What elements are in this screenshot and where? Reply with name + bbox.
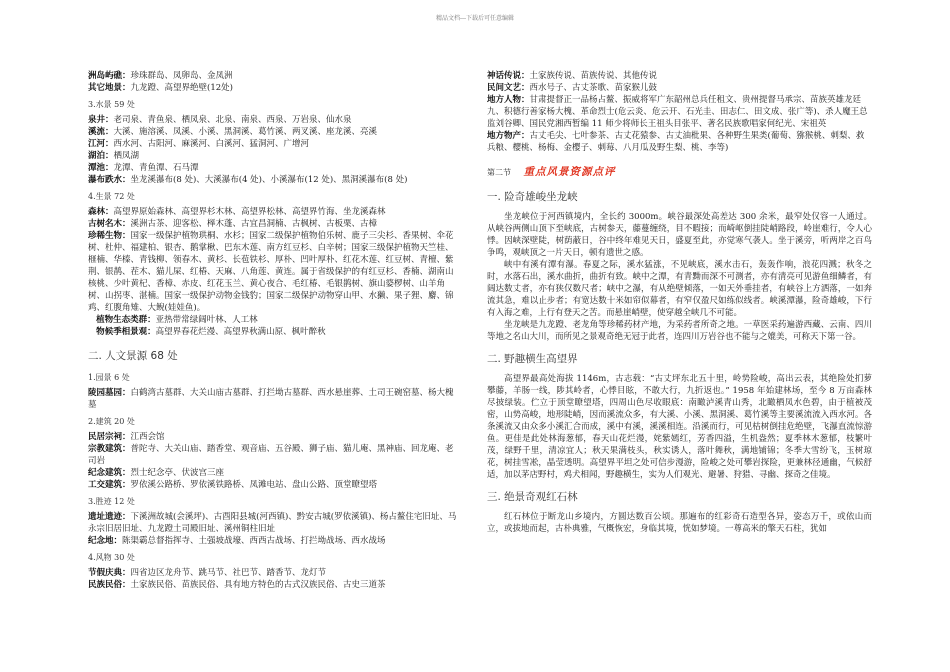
page-header: 精品文档---下载后可任意编辑 — [435, 15, 515, 22]
section-heading: 二. 人文景源 68 处 — [88, 350, 178, 362]
text-line: 潭池：龙潭、青鱼潭、石马潭 — [88, 163, 199, 173]
text-line: 珍稀生物：国家一级保护植物珙桐、水杉；国家二级保护植物伯乐树、鹿子三尖杉、香果树、伞花树、杜仲、福建柏、银杏、鹅掌楸、巴东木莲、南方红豆杉、白辛树；国家三级保护植物天竺桂、榧楠、华榛、青钱柳、领春木、黄杉、长苞铁杉、厚朴、凹叶厚朴、红花木莲、红豆树、青檀、紫荆、银鹊、茬木、猫儿屎、红椿、天麻、八角莲、黄连。属于省级保护的有红豆杉、香楠、湖南山核桃、少叶黄杞、香樟、赤皮、红花玉兰、黄心夜合、毛红椿、毛银鹊树、旗山婆椤树、山羊角树、山拐枣、湛楠。国家一级保护动物金钱豹；国家二级保护动物穿山甲、水獭、果子狸、麝、锦鸡、红腹角雉、大鲵(娃娃鱼)。 — [88, 231, 454, 313]
ruins-heading: 3.胜迹 12 处 — [88, 497, 135, 506]
text-line: 遗址遗迹：下溪洲故城(会溪坪)、古酉阳县城(河西镇)、黔安古城(罗依溪镇)、杨占鳌住宅旧址、马永宗旧居旧址、九龙蹬土司殿旧址、溪州铜柱旧址 — [88, 512, 457, 534]
text-line: 地方物产：古丈毛尖、七叶参茶、古丈花猿参、古丈油枇果、各种野生果类(葡萄、猕猴桃、刺梨、救兵粮、樱桃、杨梅、金樱子、刺莓、八月瓜及野生梨、桃、李等) — [487, 131, 865, 153]
text-line: 洲岛屿礁：珍珠群岛、凤卵岛、金凤洲 — [88, 71, 233, 81]
text-line: 湖泊：栖凤湖 — [88, 151, 140, 161]
text-line: 节假庆典：四省边区龙舟节、跳马节、社巴节、踏香节、龙灯节 — [88, 568, 327, 578]
bio-heading: 4.生景 72 处 — [88, 192, 135, 201]
text-line: 地方人物：甘肃提督正一品杨占鳌、振威将军广东韶州总兵任租文、贵州提督马承宗、苗族英雄龙廷九、积德行善家杨大槐、革命烈士(危云炎、危云开、石光圭、田志仁、田文成、张广等)、杀人魔王总监刘谷卿、国民党湘西暂编 11 师少将师长王祖头目张平、著名民族歌唱家何纪光、宋祖英 — [487, 95, 868, 129]
water-heading: 3.水景 59 处 — [88, 100, 135, 109]
text-line: 泉井：老司泉、青鱼泉、栖凤泉、北泉、南泉、西泉、万岩泉、仙水泉 — [88, 115, 352, 125]
paragraph: 坐龙峡是九龙蹬、老龙角等珍稀药材产地，为采药者所奇之地。一草医采药遍游西藏、云南、四川等地之名山大川，而所见之景观奇绝无冠于此者，连四川万岩谷也不能与之媲美，可称天下第一谷。 — [487, 320, 872, 342]
text-line: 植物生态类群：亚热带常绿阔叶林、人工林 — [96, 315, 258, 325]
text-line: 工交建筑：罗依溪公路桥、罗依溪铁路桥、凤滩电站、盘山公路、顶堂瞭望塔 — [88, 480, 378, 490]
text-line: 古树名木：溪洲古茶、迎客松、榉木蓬、古宜昌洞楠、古枫树、古板栗、古樟 — [88, 219, 378, 229]
building-heading: 2.建筑 20 处 — [88, 417, 135, 426]
section-heading: 三. 绝景奇观红石林 — [487, 491, 578, 503]
chapter-heading — [487, 166, 872, 179]
paragraph: 红石林位于断龙山乡境内，方圆达数百公顷。那遍布的红彩奇石造型各异，姿态万千，或依山而立，或拔地而起，古朴典雅，气概恢宏，身临其境，恍如梦境。一尊高米的擎天石柱，犹如 — [487, 512, 872, 534]
section-heading: 一. 险奇雄峻坐龙峡 — [487, 191, 578, 203]
garden-heading: 1.园景 6 处 — [88, 373, 130, 382]
text-line: 溪流：大溪、施溶溪、凤溪、小溪、黑洞溪、葛竹溪、两叉溪、座龙溪、亮溪 — [88, 127, 378, 137]
text-line: 江河：西水河、古阳河、麻溪河、白溪河、猛洞河、广增河 — [88, 139, 310, 149]
paragraph: 高望界最高处海拔 1146m，古志载：“古丈坪东北五十里，岭势险峻，高出云表，其绝险处扪萝攀藤，羊肠一线，陟其岭者，心悸目眩，不敢大行，九折返也。” 1958 年始建林场，至今 8 万亩森林尽披绿装。伫立于顶堂瞭望塔，四周山色尽收眼底：南瞰泸溪青山秀，北瞰栖凤水色碧，由于植被茂密，山势高峻，地形陡峭，因而溪流众多，有大溪、小溪、黑洞溪、葛竹溪等主要溪流流入西水河。各条溪流又由众多小溪汇合而成，溪中有溪，溪溪相连。沿溪而行，可见枯树倒挂危绝壁，飞瀑直流惊游鱼。更佳是此处林海葱郁，春天山花烂漫，姹紫嫣红，芳香四溢，生机盎然；夏季林木葱郁，枝繁叶茂，绿野千里，清凉宜人；秋天果满枝头，秋实诱人，落叶舞秋，满地铺锦；冬季大雪纷飞，玉树琼花，树挂雪凇，晶莹透明。高望界平坦之处可信步漫游，险峻之处可攀岩探险，更兼林径通幽，气候舒适，加以茅店野村，鸡犬相闻，野趣横生，实为人们观光、避暑、狩猎、寻幽、探奇之佳境。 — [487, 374, 872, 480]
text-line: 宗教建筑：普陀寺、大关山庙、踏香堂、观音庙、五谷殿、狮子庙、猫儿庵、黑神庙、回龙庵、老司岩 — [88, 444, 454, 466]
text-line: 纪念地：陈渠霸总督指挥寺、土强坡战壕、西西古战场、打拦坳战场、西水战场 — [88, 536, 386, 546]
text-line: 民族民俗：土家族民俗、苗族民俗、具有地方特色的古式汉族民俗、古史三道茶 — [88, 580, 386, 590]
paragraph: 峡中有溪有潭有瀑。春夏之际，溪水猛涨，不见峡底，溪水击石，轰轰作响，浪花四溅；秋冬之时，水落石出，溪水曲折，曲折有致。峡中之潭，有青黝而深不可测者，亦有清亮可见游鱼细鳞者，有阔达数丈者，亦有狭仅数尺者；峡中之瀑，有从绝壁倾落，一如天外垂挂者，有峡谷上方洒落，一如奔流其急，难以止步者；有宽达数十米如帘似幕者，有窄仅盈尺如练似线者。峡溪潭瀑，险奇雄峻，下行有入海之难，上行有登天之苦。而悬崖峭壁，使穿越全峡几不可能。 — [487, 260, 872, 318]
chapter-title: 重点风景资源点评 — [523, 166, 616, 178]
text-line: 瀑布跌水：坐龙溪瀑布(8 处)、大溪瀑布(4 处)、小溪瀑布(12 处)、黑洞溪瀑布(8 处) — [88, 175, 408, 185]
pre-lines — [88, 70, 458, 94]
text-line: 森林：高望界原始森林、高望界杉木林、高望界松林、高望界竹海、坐龙溪森林 — [88, 207, 386, 217]
section-heading: 二. 野趣横生高望界 — [487, 353, 578, 365]
custom-heading: 4.风物 30 处 — [88, 553, 135, 562]
text-line: 神话传说：土家族传说、苗族传说、其他传说 — [487, 71, 658, 81]
paragraph: 坐龙峡位于河西镇境内，全长约 3000m。峡谷最深处高差达 300 余米，最窄处仅容一人通过。从峡谷两侧山顶下至峡底，古树参天，藤蔓缠绕，目不暇接；而崎岖倒挂陡峭路段，岭崖难行，令人心悸。因峡深壁陡，树荫蔽日，谷中终年难见天日，盛夏至此，亦觉寒气袭人。坐于溪旁，听两岸之百鸟争鸣，观峡顶之一片天日，顿有遗世之感。 — [487, 212, 872, 258]
chapter-label: 第二节 — [487, 168, 511, 177]
text-line: 纪念建筑：烈士纪念亭、伏波宫三座 — [88, 468, 225, 478]
text-line: 民居宗祠：江西会馆 — [88, 432, 165, 442]
text-line: 物候季相景观：高望界春花烂漫、高望界秋满山原、枫叶醉秋 — [96, 327, 326, 337]
text-line: 陵园墓园：白鹤湾古墓群、大关山庙古墓群、打拦坳古墓群、西水悬崖葬、土司王碗窑墓、杨大槐墓 — [88, 388, 454, 410]
right-column — [487, 70, 872, 535]
text-line: 民间文艺：西水号子、古丈茶歌、苗家猴儿鼓 — [487, 83, 658, 93]
left-column — [88, 70, 458, 591]
text-line: 其它地景：九龙蹬、高望界绝壁(12处) — [88, 83, 233, 93]
